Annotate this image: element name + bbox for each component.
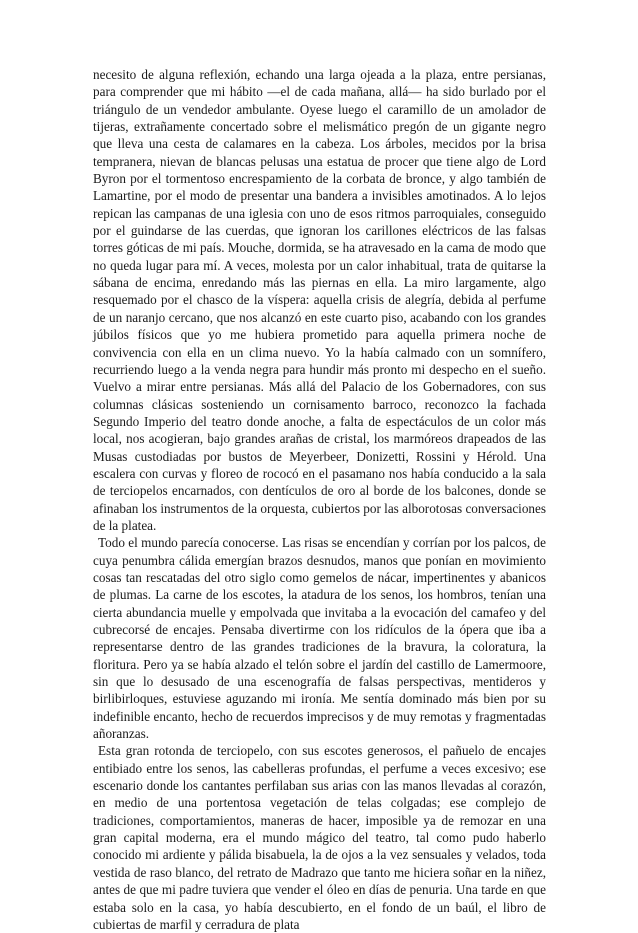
paragraph: Esta gran rotonda de terciopelo, con sus escotes generosos, el pañuelo de encajes entibiado entre los senos, las cabelleras profundas, el perfume a veces excesivo; ese escenario donde los cantantes perfilaban sus arias con las manos llevadas al corazón, en medio de una portentosa vegetación de telas colgadas; ese complejo de tradiciones, comportamientos, maneras de hacer, imposible ya de remozar en una gran capital moderna, era el mundo mágico del teatro, tal como pudo haberlo conocido mi ardiente y pálida bisabuela, la de ojos a la vez sensuales y velados, toda vestida de raso blanco, del retrato de Madrazo que tanto me hiciera soñar en la niñez, antes de que mi padre tuviera que vender el óleo en días de penuria. Una tarde en que estaba solo en la casa, yo había descubierto, en el fondo de un baúl, el libro de cubiertas de marfil y cerradura de plata	[93, 743, 546, 932]
document-page	[93, 66, 546, 933]
paragraph: Todo el mundo parecía conocerse. Las risas se encendían y corrían por los palcos, de cuya penumbra cálida emergían brazos desnudos, manos que ponían en movimiento cosas tan rescatadas del otro siglo como gemelos de nácar, impertinentes y abanicos de plumas. La carne de los escotes, la atadura de los senos, los hombros, tenían una cierta abundancia muelle y empolvada que invitaba a la evocación del camafeo y del cubrecorsé de encajes. Pensaba divertirme con los ridículos de la ópera que iba a representarse dentro de las grandes tradiciones de la bravura, la coloratura, la floritura. Pero ya se había alzado el telón sobre el jardín del castillo de Lamermoore, sin que lo desusado de una escenografía de falsas perspectivas, mentideros y birlibirloques, estuviese aguzando mi ironía. Me sentía dominado más bien por su indefinible encanto, hecho de recuerdos imprecisos y de muy remotas y fragmentadas añoranzas.	[93, 535, 546, 742]
paragraph: necesito de alguna reflexión, echando una larga ojeada a la plaza, entre persianas, para comprender que mi hábito —el de cada mañana, allá— ha sido burlado por el triángulo de un vendedor ambulante. Oyese luego el caramillo de un amolador de tijeras, extrañamente concertado sobre el melismático pregón de un gigante negro que lleva una cesta de calamares en la cabeza. Los árboles, mecidos por la brisa tempranera, nievan de blancas pelusas una estatua de procer que tiene algo de Lord Byron por el tormentoso encrespamiento de la corbata de bronce, y algo también de Lamartine, por el modo de presentar una bandera a invisibles amotinados. A lo lejos repican las campanas de una iglesia con uno de esos ritmos parroquiales, conseguido por el guindarse de las cuerdas, que ignoran los carillones eléctricos de las falsas torres góticas de mi país. Mouche, dormida, se ha atravesado en la cama de modo que no queda lugar para mí. A veces, molesta por un calor inhabitual, trata de quitarse la sábana de encima, enredando más las piernas en ella. La miro largamente, algo resquemado por el chasco de la víspera: aquella crisis de alegría, debida al perfume de un naranjo cercano, que nos alcanzó en este cuarto piso, acabando con los grandes júbilos físicos que yo me hubiera prometido para aquella primera noche de convivencia con ella en un clima nuevo. Yo la había calmado con un somnífero, recurriendo luego a la venda negra para hundir más pronto mi despecho en el sueño. Vuelvo a mirar entre persianas. Más allá del Palacio de los Gobernadores, con sus columnas clásicas sosteniendo un cornisamento barroco, reconozco la fachada Segundo Imperio del teatro donde anoche, a falta de espectáculos de un color más local, nos acogieran, bajo grandes arañas de cristal, los marmóreos drapeados de las Musas custodiadas por bustos de Meyerbeer, Donizetti, Rossini y Hérold. Una escalera con curvas y floreo de rococó en el pasamano nos había conducido a la sala de terciopelos encarnados, con dentículos de oro al borde de los balcones, donde se afinaban los instrumentos de la orquesta, cubiertos por las alborotosas conversaciones de la platea.	[93, 67, 547, 533]
